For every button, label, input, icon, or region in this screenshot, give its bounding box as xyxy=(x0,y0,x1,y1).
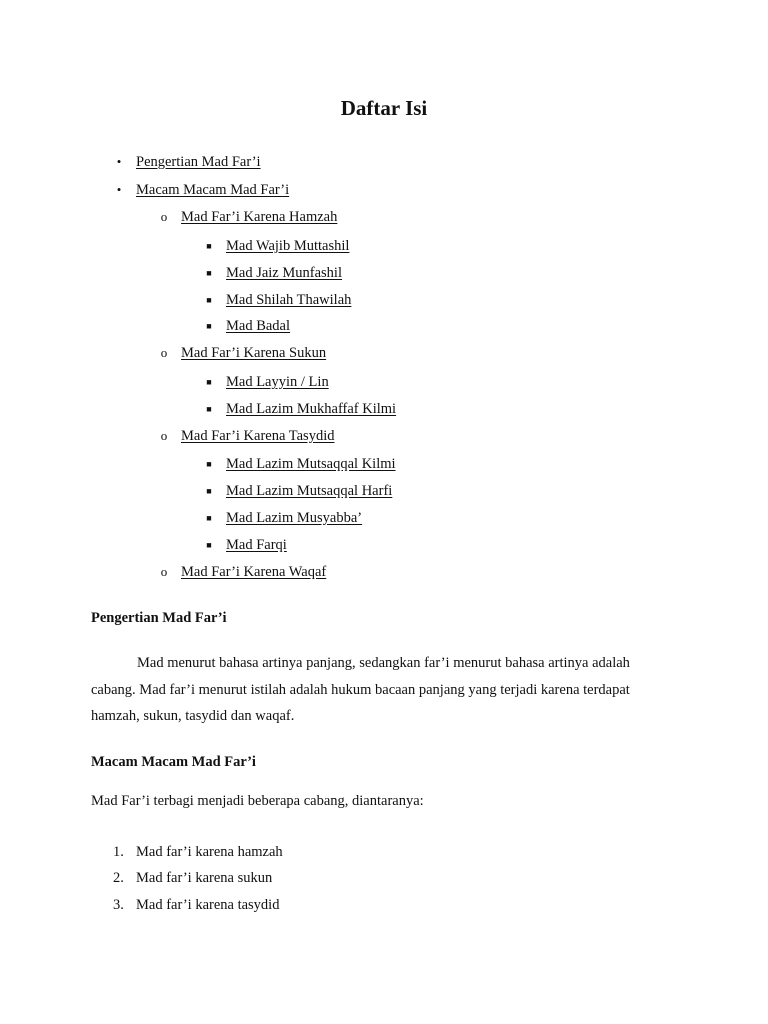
bullet-marker: • xyxy=(116,182,122,197)
toc-link-karena-hamzah[interactable]: Mad Far’i Karena Hamzah xyxy=(181,209,338,225)
circle-marker: o xyxy=(160,564,168,579)
toc-link-karena-waqaf[interactable]: Mad Far’i Karena Waqaf xyxy=(181,564,327,580)
bullet-marker: • xyxy=(116,154,122,169)
toc-link-shilah-thawilah[interactable]: Mad Shilah Thawilah xyxy=(226,292,352,308)
toc-link-jaiz-munfashil[interactable]: Mad Jaiz Munfashil xyxy=(226,265,342,281)
square-marker: ■ xyxy=(206,241,212,251)
section-heading-pengertian: Pengertian Mad Far’i xyxy=(91,610,227,626)
square-marker: ■ xyxy=(206,459,212,469)
toc-link-layyin-lin[interactable]: Mad Layyin / Lin xyxy=(226,374,329,390)
list-item-text: Mad far’i karena tasydid xyxy=(136,897,280,913)
circle-marker: o xyxy=(160,428,168,443)
square-marker: ■ xyxy=(206,404,212,414)
circle-marker: o xyxy=(160,345,168,360)
square-marker: ■ xyxy=(206,377,212,387)
toc-link-lazim-musyabba[interactable]: Mad Lazim Musyabba’ xyxy=(226,510,363,526)
square-marker: ■ xyxy=(206,295,212,305)
toc-link-lazim-mutsaqqal-harfi[interactable]: Mad Lazim Mutsaqqal Harfi xyxy=(226,483,393,499)
square-marker: ■ xyxy=(206,321,212,331)
circle-marker: o xyxy=(160,209,168,224)
toc-link-wajib-muttashil[interactable]: Mad Wajib Muttashil xyxy=(226,238,350,254)
section-intro: Mad Far’i terbagi menjadi beberapa cabang, diantaranya: xyxy=(91,793,424,809)
toc-link-lazim-mukhaffaf-kilmi[interactable]: Mad Lazim Mukhaffaf Kilmi xyxy=(226,401,397,417)
toc-link-farqi[interactable]: Mad Farqi xyxy=(226,537,287,553)
page-title: Daftar Isi xyxy=(340,96,428,120)
square-marker: ■ xyxy=(206,268,212,278)
list-number: 1. xyxy=(113,844,124,860)
list-number: 2. xyxy=(113,870,124,886)
section-heading-macam: Macam Macam Mad Far’i xyxy=(91,754,256,770)
square-marker: ■ xyxy=(206,540,212,550)
paragraph-text: Mad menurut bahasa artinya panjang, sedangkan far’i menurut bahasa artinya adalah cabang. Mad far’i menurut istilah adalah hukum bacaan panjang yang terjadi karena terdapat hamzah, sukun, tasydid dan waqaf. xyxy=(91,655,630,724)
toc-link-badal[interactable]: Mad Badal xyxy=(226,318,291,334)
toc-link-lazim-mutsaqqal-kilmi[interactable]: Mad Lazim Mutsaqqal Kilmi xyxy=(226,456,396,472)
toc-link-karena-sukun[interactable]: Mad Far’i Karena Sukun xyxy=(181,345,327,361)
toc-link-karena-tasydid[interactable]: Mad Far’i Karena Tasydid xyxy=(181,428,335,444)
square-marker: ■ xyxy=(206,486,212,496)
list-item-text: Mad far’i karena sukun xyxy=(136,870,273,886)
list-number: 3. xyxy=(113,897,124,913)
toc-link-pengertian-mad-fari[interactable]: Pengertian Mad Far’i xyxy=(136,154,261,170)
section-paragraph xyxy=(91,650,666,730)
list-item-text: Mad far’i karena hamzah xyxy=(136,844,283,860)
square-marker: ■ xyxy=(206,513,212,523)
toc-link-macam-macam-mad-fari[interactable]: Macam Macam Mad Far’i xyxy=(136,182,290,198)
